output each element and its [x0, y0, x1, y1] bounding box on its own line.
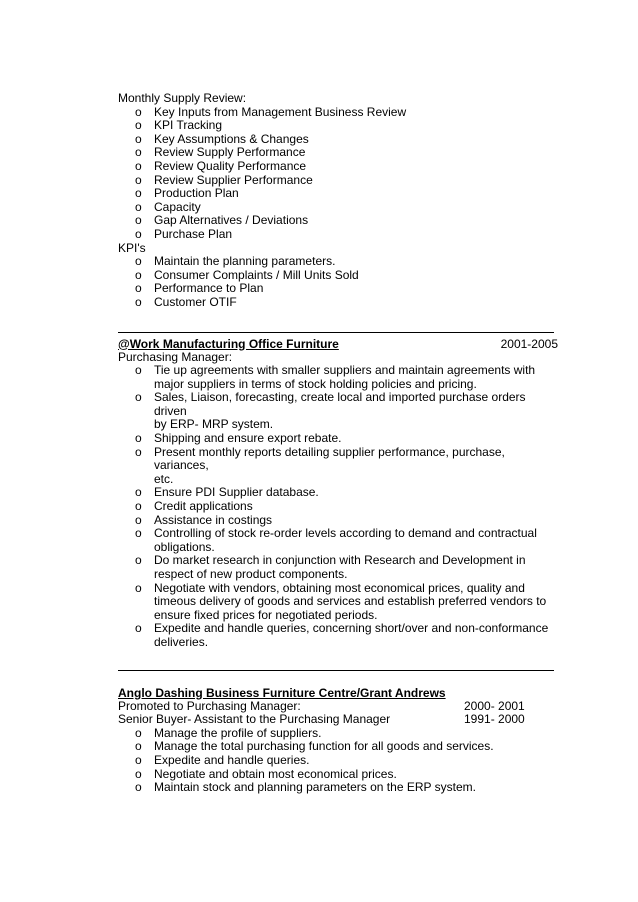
- bullet-icon: o: [135, 431, 142, 446]
- bullet-icon: o: [135, 485, 142, 500]
- bullet-icon: o: [135, 739, 142, 754]
- bullet-icon: o: [135, 226, 142, 241]
- bullet-icon: o: [135, 780, 142, 795]
- job1-heading: [118, 337, 558, 351]
- bullet-icon: o: [135, 580, 142, 595]
- job2-role-row: [118, 700, 558, 714]
- bullet-icon: o: [135, 145, 142, 160]
- list-item: o Expedite and handle queries.: [135, 752, 310, 767]
- bullet-icon: o: [135, 390, 142, 405]
- list-item: o Sales, Liaison, forecasting, create local and imported purchase orders driven by ERP- MRP system.: [135, 390, 526, 432]
- review-list: [118, 106, 558, 242]
- list-item: o Negotiate with vendors, obtaining most economical prices, quality and timeous delivery of goods and services and establish preferred vendors to ensure fixed prices for negotiated periods.: [135, 580, 547, 622]
- review-heading: Monthly Supply Review:: [118, 91, 247, 105]
- list-item: o Controlling of stock re-order levels according to demand and contractual obligations.: [135, 526, 537, 554]
- bullet-icon: o: [135, 499, 142, 514]
- list-item: o Customer OTIF: [135, 294, 237, 309]
- bullet-icon: o: [135, 281, 142, 296]
- list-item: o Maintain stock and planning parameters on the ERP system.: [135, 780, 476, 795]
- bullet-icon: o: [135, 766, 142, 781]
- list-item: o Ensure PDI Supplier database.: [135, 485, 319, 500]
- bullet-icon: o: [135, 294, 142, 309]
- list-item: o Assistance in costings: [135, 512, 273, 527]
- list-item: o Purchase Plan: [135, 226, 233, 241]
- bullet-icon: o: [135, 104, 142, 119]
- list-item: o Review Quality Performance: [135, 158, 307, 173]
- job2-heading: [118, 686, 558, 700]
- bullet-icon: o: [135, 752, 142, 767]
- bullet-icon: o: [135, 158, 142, 173]
- section-divider: [118, 670, 554, 671]
- list-item: o Production Plan: [135, 186, 239, 201]
- section-divider: [118, 332, 554, 333]
- job1-role: Purchasing Manager:: [118, 349, 233, 364]
- bullet-icon: o: [135, 131, 142, 146]
- bullet-icon: o: [135, 621, 142, 636]
- bullet-icon: o: [135, 213, 142, 228]
- bullet-icon: o: [135, 254, 142, 269]
- list-item: o KPI Tracking: [135, 118, 223, 133]
- list-item: o Review Supply Performance: [135, 145, 306, 160]
- bullet-icon: o: [135, 172, 142, 187]
- job1-list: [118, 364, 558, 649]
- list-item: o Capacity: [135, 199, 201, 214]
- bullet-icon: o: [135, 512, 142, 527]
- list-item: o Tie up agreements with smaller suppliers and maintain agreements with major suppliers in terms of stock holding policies and pricing.: [135, 363, 536, 391]
- list-item: o Expedite and handle queries, concerning short/over and non-conformance deliveries.: [135, 621, 549, 649]
- bullet-icon: o: [135, 363, 142, 378]
- bullet-icon: o: [135, 199, 142, 214]
- list-item: o Review Supplier Performance: [135, 172, 313, 187]
- job2-role-dates: 1991- 2000: [464, 712, 525, 727]
- kpis-heading: KPI's: [118, 240, 146, 255]
- list-item: o Present monthly reports detailing supplier performance, purchase, variances, etc.: [135, 444, 505, 486]
- bullet-icon: o: [135, 725, 142, 740]
- job2-role-label: Promoted to Purchasing Manager:: [118, 698, 301, 713]
- job1-dates: 2001-2005: [500, 336, 558, 351]
- job1-company: @Work Manufacturing Office Furniture: [118, 336, 339, 351]
- job2-company: Anglo Dashing Business Furniture Centre/Grant Andrews: [118, 685, 446, 700]
- list-item: o Do market research in conjunction with Research and Development in respect of new product components.: [135, 553, 526, 581]
- list-item: o Key Assumptions & Changes: [135, 131, 309, 146]
- bullet-icon: o: [135, 186, 142, 201]
- list-item: o Negotiate and obtain most economical prices.: [135, 766, 397, 781]
- list-item: o Maintain the planning parameters.: [135, 254, 336, 269]
- bullet-icon: o: [135, 118, 142, 133]
- list-item: o Manage the total purchasing function for all goods and services.: [135, 739, 494, 754]
- list-item: o Shipping and ensure export rebate.: [135, 431, 342, 446]
- list-item: o Performance to Plan: [135, 281, 264, 296]
- bullet-icon: o: [135, 553, 142, 568]
- list-item: o Consumer Complaints / Mill Units Sold: [135, 267, 359, 282]
- bullet-icon: o: [135, 526, 142, 541]
- resume-page: [118, 92, 558, 795]
- kpis-list: [118, 255, 558, 309]
- job2-role-dates: 2000- 2001: [464, 698, 525, 713]
- list-item: o Manage the profile of suppliers.: [135, 725, 322, 740]
- list-item: o Gap Alternatives / Deviations: [135, 213, 309, 228]
- job2-role-label: Senior Buyer- Assistant to the Purchasing Manager: [118, 712, 391, 727]
- list-item: o Key Inputs from Management Business Review: [135, 104, 407, 119]
- job2-list: [118, 727, 558, 795]
- bullet-icon: o: [135, 267, 142, 282]
- list-item: o Credit applications: [135, 499, 253, 514]
- job2-role-row: [118, 713, 558, 727]
- bullet-icon: o: [135, 444, 142, 459]
